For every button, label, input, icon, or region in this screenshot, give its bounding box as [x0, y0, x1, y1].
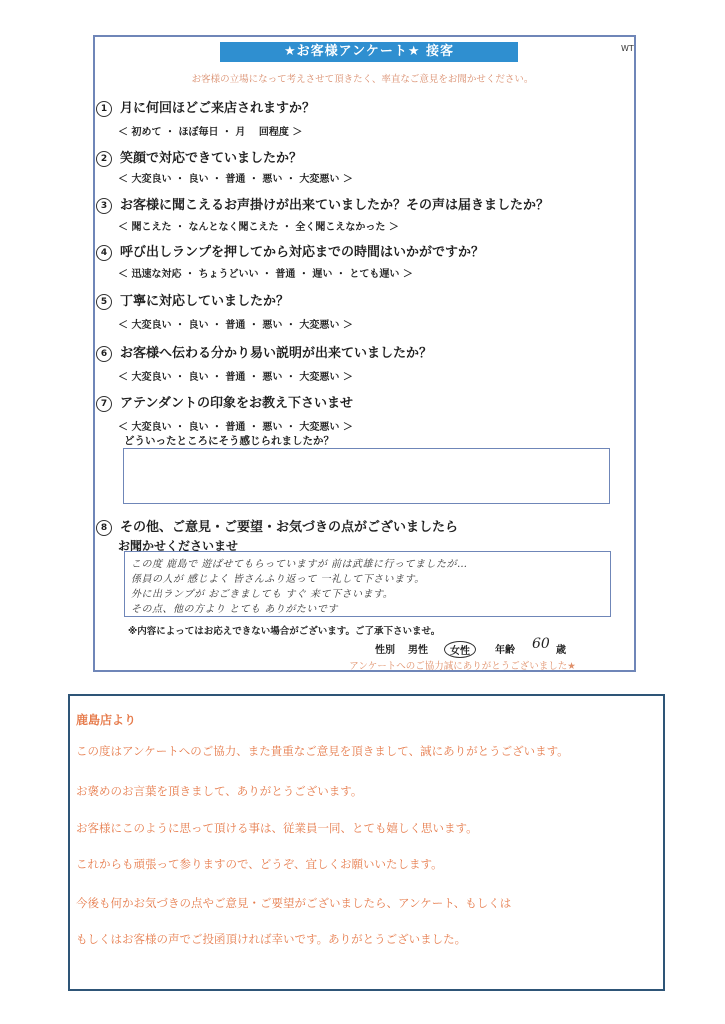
survey-code: WT: [621, 44, 634, 53]
question-8-answer-box[interactable]: [124, 551, 611, 617]
question-number: 2: [96, 151, 112, 167]
age-value: 60: [532, 636, 550, 652]
question-1-options: ＜ 初めて ・ ほぼ毎日 ・ 月 回程度 ＞: [118, 127, 303, 138]
question-7-answer-box[interactable]: [123, 448, 610, 504]
question-2: [96, 147, 302, 167]
handwritten-line: その点、他の方より とても ありがたいです: [131, 604, 338, 615]
question-text: お客様へ伝わる分かり易い説明が出来ていましたか？: [120, 346, 433, 361]
question-text: 丁寧に対応していましたか？: [120, 294, 290, 309]
question-text: その他、ご意見・ご要望・お気づきの点がございましたら: [120, 520, 459, 535]
reply-line: この度はアンケートへのご協力、また貴重なご意見を頂きまして、誠にありがとうございます。: [76, 744, 569, 758]
question-number: 7: [96, 396, 112, 412]
reply-title: 鹿島店より: [76, 713, 137, 727]
question-6: [96, 342, 432, 362]
reply-line: 今後も何かお気づきの点やご意見・ご要望がございましたら、アンケート、もしくは: [76, 896, 512, 910]
question-7-subprompt: どういったところにそう感じられましたか？: [124, 435, 334, 447]
question-2-options: ＜ 大変良い ・ 良い ・ 普通 ・ 悪い ・ 大変悪い ＞: [118, 174, 353, 185]
question-number: 1: [96, 101, 112, 117]
question-number: 8: [96, 520, 112, 536]
handwritten-line: 係員の人が 感じよく 皆さんふり返って 一礼して下さいます。: [131, 574, 425, 585]
handwritten-line: 外に出ランプが おごきましても すぐ 来て下さいます。: [131, 589, 394, 600]
question-text: お客様に聞こえるお声掛けが出来ていましたか？その声は届きましたか？: [120, 198, 550, 213]
question-7: [96, 392, 353, 412]
reply-line: お客様にこのように思って頂ける事は、従業員一同、とても嬉しく思います。: [76, 821, 478, 835]
question-text: アテンダントの印象をお教え下さいませ: [120, 396, 353, 411]
gender-male[interactable]: 男性: [408, 645, 428, 656]
question-3-options: ＜ 聞こえた ・ なんとなく聞こえた ・ 全く聞こえなかった ＞: [118, 222, 399, 233]
question-number: 4: [96, 245, 112, 261]
question-5-options: ＜ 大変良い ・ 良い ・ 普通 ・ 悪い ・ 大変悪い ＞: [118, 320, 353, 331]
question-3: [96, 194, 549, 214]
question-text: 呼び出しランプを押してから対応までの時間はいかがですか？: [120, 245, 485, 260]
question-4: [96, 241, 484, 261]
survey-title: ★お客様アンケート★ 接客: [220, 42, 518, 62]
question-number: 3: [96, 198, 112, 214]
question-number: 6: [96, 346, 112, 362]
age-unit: 歳: [556, 645, 566, 656]
question-7-options: ＜ 大変良い ・ 良い ・ 普通 ・ 悪い ・ 大変悪い ＞: [118, 422, 353, 433]
handwritten-line: この度 鹿島で 遊ばせてもらっていますが 前は武雄に行ってましたが…: [131, 559, 468, 570]
question-text: 月に何回ほどご来店されますか？: [120, 101, 316, 116]
question-6-options: ＜ 大変良い ・ 良い ・ 普通 ・ 悪い ・ 大変悪い ＞: [118, 372, 353, 383]
question-8: [96, 516, 458, 536]
question-5: [96, 290, 289, 310]
age-label: 年齢: [495, 645, 515, 656]
survey-intro: お客様の立場になって考えさせて頂きたく、率直なご意見をお聞かせください。: [191, 74, 534, 85]
question-number: 5: [96, 294, 112, 310]
reply-line: これからも頑張って参りますので、どうぞ、宜しくお願いいたします。: [76, 857, 443, 871]
reply-line: もしくはお客様の声でご投函頂ければ幸いです。ありがとうございました。: [76, 932, 467, 946]
gender-label: 性別: [375, 645, 395, 656]
question-4-options: ＜ 迅速な対応 ・ ちょうどいい ・ 普通 ・ 遅い ・ とても遅い ＞: [118, 269, 413, 280]
question-8-line2: お聞かせくださいませ: [118, 539, 239, 553]
question-1: [96, 97, 315, 117]
gender-female-selected[interactable]: 女性: [444, 641, 476, 658]
question-text: 笑顔で対応できていましたか？: [120, 151, 303, 166]
disclaimer-note: ※内容によってはお応えできない場合がございます。ご了承下さいませ。: [128, 626, 441, 637]
survey-thanks: アンケートへのご協力誠にありがとうございました★: [349, 661, 576, 672]
reply-line: お褒めのお言葉を頂きまして、ありがとうございます。: [76, 784, 363, 798]
